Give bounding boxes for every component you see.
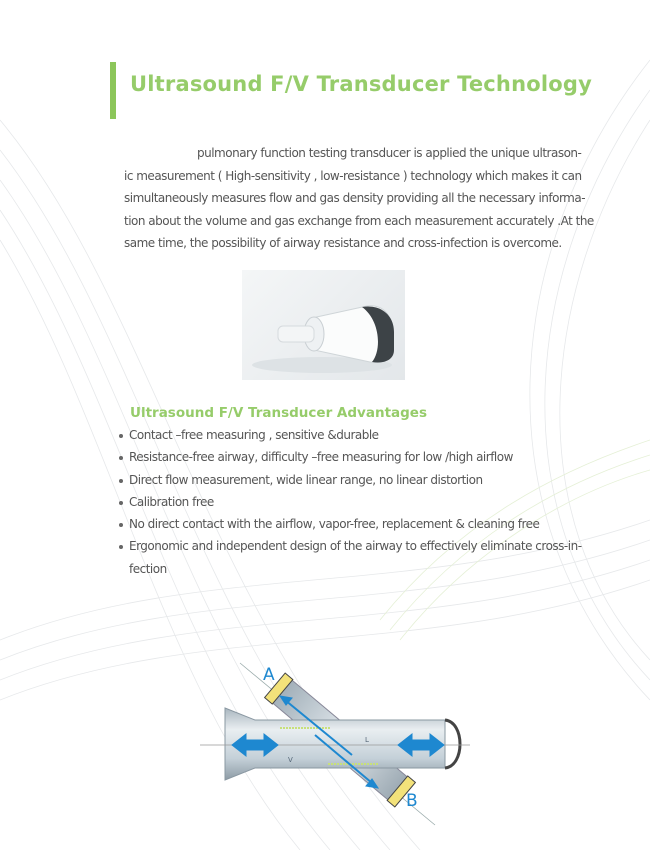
list-item: Resistance-free airway, difficulty –free measuring for low /high airflow — [118, 446, 578, 468]
page-title: Ultrasound F/V Transducer Technology — [130, 72, 593, 96]
label-b: B — [406, 791, 418, 811]
intro-line: same time, the possibility of airway resistance and cross-infection is overcome. — [124, 236, 562, 250]
label-a: A — [263, 665, 275, 685]
list-item: Ergonomic and independent design of the airway to effectively eliminate cross-in-fection — [118, 535, 584, 580]
advantages-title: Ultrasound F/V Transducer Advantages — [130, 405, 427, 421]
heading-accent-bar — [110, 62, 116, 119]
transducer-device-photo — [242, 270, 405, 380]
label-l: L — [365, 736, 369, 744]
list-item: Direct flow measurement, wide linear range, no linear distortion — [118, 469, 578, 491]
intro-line: pulmonary function testing transducer is applied the unique ultrason- — [197, 146, 582, 160]
advantages-list — [118, 424, 582, 580]
intro-line: ic measurement ( High-sensitivity , low-resistance ) technology which makes it can — [124, 168, 582, 183]
list-item: Calibration free — [118, 491, 578, 513]
intro-line: tion about the volume and gas exchange from each measurement accurately .At the — [124, 213, 594, 228]
list-item: No direct contact with the airflow, vapor-free, replacement & cleaning free — [118, 513, 578, 535]
label-v: V — [288, 756, 293, 764]
list-item: Contact –free measuring , sensitive &durable — [118, 424, 578, 446]
intro-paragraph — [124, 142, 594, 255]
transducer-diagram — [200, 650, 480, 830]
intro-line: simultaneously measures flow and gas density providing all the necessary informa- — [124, 191, 586, 205]
